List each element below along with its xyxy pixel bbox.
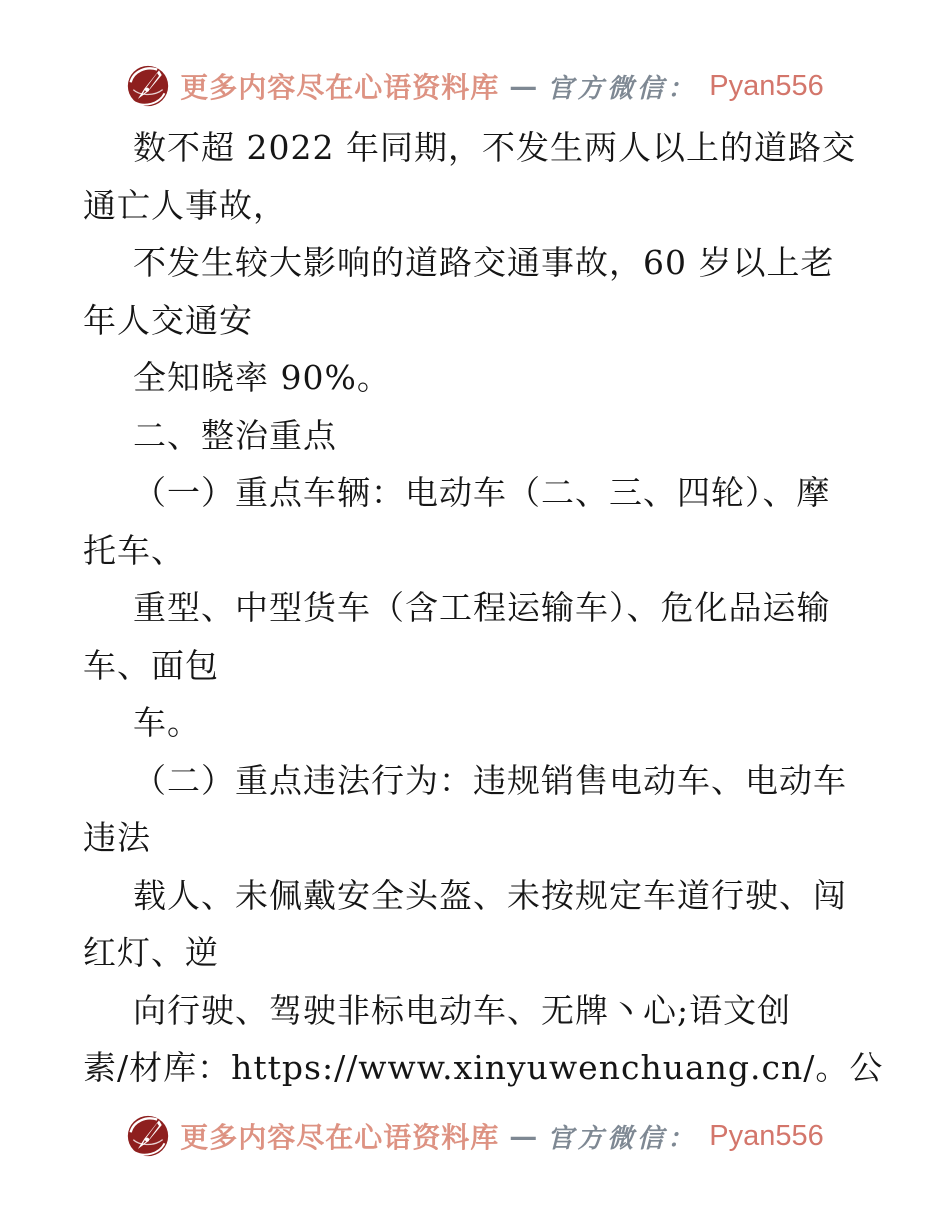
watermark-separator: — xyxy=(509,1119,538,1153)
pen-nib-swirl-icon xyxy=(126,1114,170,1158)
watermark-separator: — xyxy=(509,69,538,103)
text-line: 素/材库：https://www.xinyuwenchuang.cn/。公 xyxy=(83,1048,884,1087)
text-line: 年人交通安 xyxy=(83,300,253,340)
document-body xyxy=(83,119,884,1097)
text-line: 不发生较大影响的道路交通事故，60 岁以上老 xyxy=(133,243,835,282)
header-watermark xyxy=(0,64,950,108)
text-line: 通亡人事故， xyxy=(83,185,287,225)
text-line: 车、面包 xyxy=(83,645,219,685)
text-line: 红灯、逆 xyxy=(83,933,219,972)
text-line: 违法 xyxy=(83,818,151,857)
watermark-wechat-label: 官方微信： xyxy=(547,1123,698,1154)
text-line: 数不超 2022 年同期，不发生两人以上的道路交 xyxy=(133,128,856,167)
pen-nib-swirl-icon xyxy=(126,64,170,108)
text-line: 二、整治重点 xyxy=(133,415,337,455)
text-line: （一）重点车辆：电动车（二、三、四轮）、摩 xyxy=(133,473,831,512)
text-line: 托车、 xyxy=(83,530,185,570)
text-line: 载人、未佩戴安全头盔、未按规定车道行驶、闯 xyxy=(133,875,847,915)
footer-watermark xyxy=(0,1114,950,1158)
watermark-brand-text: 更多内容尽在心语资料库 xyxy=(180,71,500,104)
text-line: 车。 xyxy=(133,703,201,742)
watermark-wechat-account: Pyan556 xyxy=(709,69,824,102)
text-line: 向行驶、驾驶非标电动车、无牌丶心;语文创 xyxy=(133,990,792,1030)
text-line: 全知晓率 90%。 xyxy=(133,358,391,397)
watermark-wechat-account: Pyan556 xyxy=(709,1119,824,1152)
text-line: （二）重点违法行为：违规销售电动车、电动车 xyxy=(133,760,847,800)
text-line: 重型、中型货车（含工程运输车）、危化品运输 xyxy=(133,588,831,627)
watermark-wechat-label: 官方微信： xyxy=(547,73,698,104)
watermark-brand-text: 更多内容尽在心语资料库 xyxy=(180,1121,500,1154)
